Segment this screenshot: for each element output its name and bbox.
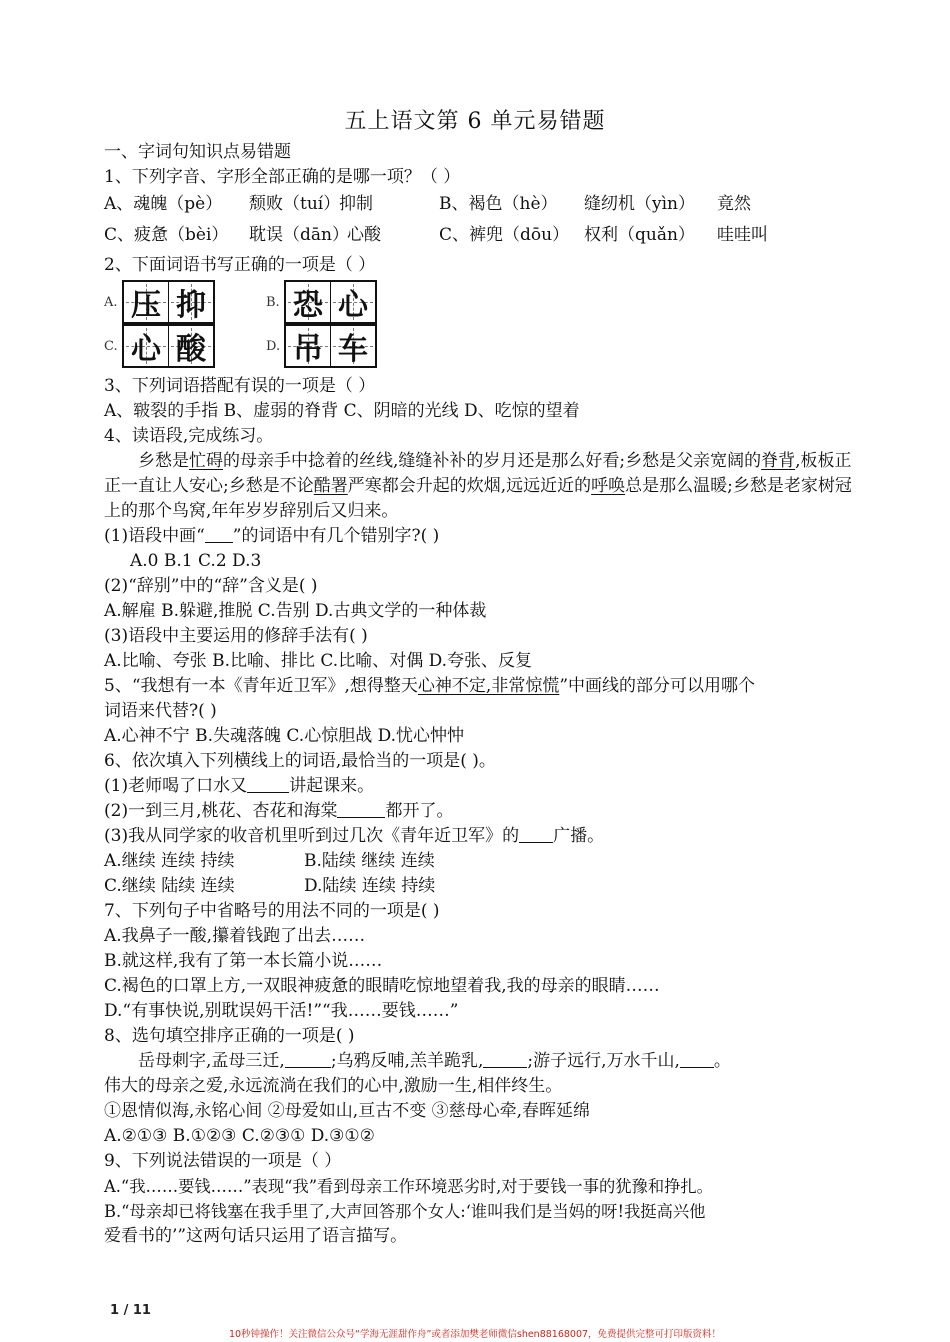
grid-char: 车 [330,326,375,366]
page-title: 五上语文第 6 单元易错题 [344,109,606,134]
q6-option-b: B.陆续 继续 连续 [304,851,435,871]
q1-c1: C、疲惫（bèi） [104,225,229,245]
q1-d2: 权利（quǎn） [584,225,695,245]
q9-option-b: B.“母亲却已将钱塞在我手里了,大声回答那个女人:‘谁叫我们是当妈的呀!我挺高兴他 [104,1202,706,1221]
q1-a3: 抑制 [339,194,373,214]
fill-blank [337,801,385,818]
q6-option-d: D.陆续 连续 持续 [304,876,436,896]
q2-word-grids [104,280,864,366]
q6-option-a: A.继续 连续 持续 [104,851,235,871]
q4-sub3: (3)语段中主要运用的修辞手法有( ) [104,626,368,646]
underlined-phrase: 心神不定,非常惊慌 [417,676,560,696]
q6-sub3: (3)我从同学家的收音机里听到过几次《青年近卫军》的 广播。 [104,826,605,846]
q8-choices: ①恩情似海,永铭心间 ②母爱如山,亘古不变 ③慈母心牵,春晖延绵 [104,1101,591,1121]
section-heading: 一、字词句知识点易错题 [104,142,291,162]
q6-sub1: (1)老师喝了口水又 讲起课来。 [104,776,375,796]
q1-a2: 颓败（tuí） [249,194,341,214]
q6-options-row1 [104,849,864,874]
q9-option-b-cont: 爱看书的’”这两句话只运用了语言描写。 [104,1226,408,1246]
q1-b3: 竟然 [717,194,751,214]
fill-blank [247,776,289,793]
content [104,140,864,1249]
underlined-word: 呼唤 [591,476,626,496]
q1-b2: 缝纫机（yìn） [584,194,695,214]
fill-blank [680,1051,714,1068]
grid-char: 心 [124,326,168,366]
q1-a1: A、魂魄（pè） [104,194,223,214]
q9-stem: 9、下列说法错误的一项是（ ） [104,1151,342,1171]
q2-option-c [104,324,215,368]
underline-sample [205,526,233,543]
q8-options: A.②①③ B.①②③ C.②③① D.③①② [104,1126,375,1146]
q7-option-d: D.“有事快说,别耽误妈干活!”“我……要钱……” [104,1001,459,1021]
q1-d1: C、裤兜（dōu） [439,225,570,245]
q7-option-a: A.我鼻子一酸,攥着钱跑了出去…… [104,926,366,946]
q2-option-b-label: B. [266,294,280,310]
q7-option-c: C.褐色的口罩上方,一双眼神疲惫的眼睛吃惊地望着我,我的母亲的眼睛…… [104,976,660,996]
footer-note: 10秒钟操作！关注微信公众号“学海无涯甜作舟”或者添加樊老师微信shen88168007，免费提供完整可打印版资料！ [228,1329,722,1340]
q5-stem-cont: 词语来代替?( ) [104,701,217,721]
q1-c3: 心酸 [347,225,381,245]
q8-passage-line2: 伟大的母亲之爱,永远流淌在我们的心中,激励一生,相伴终生。 [104,1076,563,1096]
q2-option-d-label: D. [266,338,281,354]
q5-options: A.心神不宁 B.失魂落魄 C.心惊胆战 D.忧心忡忡 [104,726,465,746]
q1-options-row2 [104,223,864,248]
grid-char: 酸 [168,326,213,366]
q6-options-row2 [104,874,864,899]
q8-passage-line1: 岳母刺字,孟母三迁, ;乌鸦反哺,羔羊跪乳, ;游子远行,万水千山, 。 [138,1051,731,1071]
q4-passage: 乡愁是忙碍的母亲手中捻着的丝线,缝缝补补的岁月还是那么好看;乡愁是父亲宽阔的脊背,板板正正一直让人安心;乡愁是不论酷署严寒都会升起的炊烟,远远近近的呼唤总是那么温暖;乡愁是老家树冠上的那个鸟窝,年年岁岁辞别后又归来。 [104,451,852,521]
q1-c2: 耽误（dān） [249,225,349,245]
grid-char: 吊 [286,326,330,366]
q4-sub1-options: A.0 B.1 C.2 D.3 [130,551,262,571]
q2-option-d [266,324,377,368]
underlined-word: 酷署 [313,476,348,496]
q2-option-c-label: C. [104,338,118,354]
fill-blank [519,826,553,843]
grid-char: 心 [330,282,375,322]
grid-char: 恐 [286,282,330,322]
q2-option-b [266,280,377,324]
q1-options-row1 [104,192,864,217]
q7-option-b: B.就这样,我有了第一本长篇小说…… [104,951,383,971]
q1-d3: 哇哇叫 [717,225,768,245]
underlined-word: 忙碍 [189,451,223,471]
grid-char: 压 [124,282,168,322]
q4-sub2-options: A.解雇 B.躲避,推脱 C.告别 D.古典文学的一种体裁 [104,601,487,621]
q1-stem: 1、下列字音、字形全部正确的是哪一项？（ ） [104,167,461,187]
q2-option-a [104,280,215,324]
q4-sub2: (2)“辞别”中的“辞”含义是( ) [104,576,318,596]
q4-sub3-options: A.比喻、夸张 B.比喻、排比 C.比喻、对偶 D.夸张、反复 [104,651,533,671]
page-number: 1 / 11 [110,1303,151,1318]
q8-stem: 8、选句填空排序正确的一项是( ) [104,1026,355,1046]
q1-b1: B、褐色（hè） [439,194,558,214]
q9-option-a: A.“我……要钱……”表现“我”看到母亲工作环境恶劣时,对于要钱一事的犹豫和挣扎。 [104,1177,713,1196]
q4-sub1: (1)语段中画“ ”的词语中有几个错别字?( ) [104,526,440,546]
underlined-word: 脊背 [761,451,796,471]
q2-option-a-label: A. [104,294,118,310]
q6-sub2: (2)一到三月,桃花、杏花和海棠 都开了。 [104,801,454,821]
fill-blank [483,1051,527,1068]
q3-options: A、皲裂的手指 B、虚弱的脊背 C、阴暗的光线 D、吃惊的望着 [104,401,580,421]
q6-stem: 6、依次填入下列横线上的词语,最恰当的一项是( )。 [104,751,496,771]
fill-blank [285,1051,331,1068]
q4-stem: 4、读语段,完成练习。 [104,426,274,446]
q6-option-c: C.继续 陆续 连续 [104,876,235,896]
q2-stem: 2、下面词语书写正确的一项是（ ） [104,255,376,275]
q7-stem: 7、下列句子中省略号的用法不同的一项是( ) [104,901,440,921]
q3-stem: 3、下列词语搭配有误的一项是（ ） [104,376,376,396]
q5-stem: 5、“我想有一本《青年近卫军》,想得整天心神不定,非常惊慌”中画线的部分可以用哪个 [104,676,756,696]
grid-char: 抑 [168,282,213,322]
